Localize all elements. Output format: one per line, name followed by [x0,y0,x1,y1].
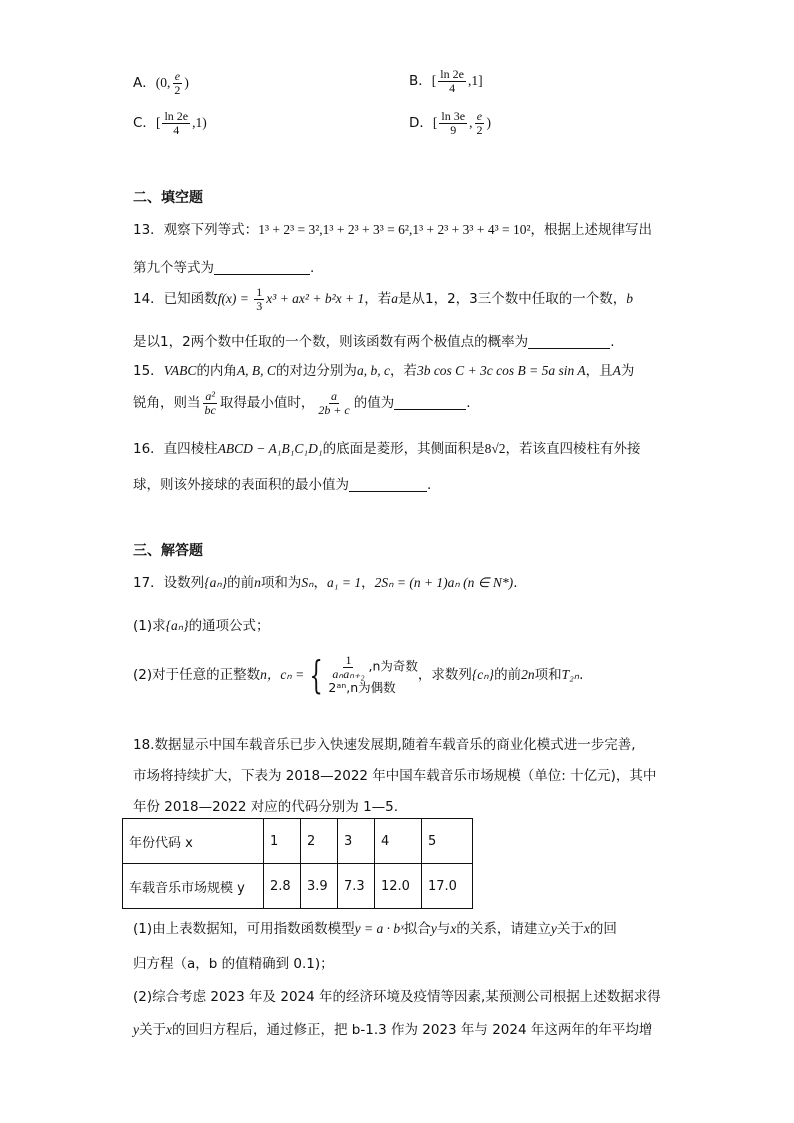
table-cell: 1 [264,819,301,864]
question-16-line2: 球，则该外接球的表面积的最小值为 . [133,477,432,493]
table-row [123,864,473,909]
table-cell: 2.8 [264,864,301,909]
fraction: $\frac{e}{2}$ [476,109,483,137]
question-18-part1-line2: 归方程（a，b 的值精确到 0.1)； [133,956,334,972]
table-cell: 2 [301,819,338,864]
brace-icon: { [309,652,323,697]
table-cell: 17.0 [422,864,473,909]
fraction: $\frac{\text{a²}}{bc}$ [204,389,216,417]
data-table [122,818,473,909]
question-15-line2: 锐角，则当 $\frac{\text{a²}}{bc}$ 取得最小值时， $\frac{a}{2b + c}$ 的值为 . [133,389,471,417]
answer-blank[interactable] [214,260,310,275]
table-cell: 7.3 [338,864,375,909]
choice-a: A．(0, $\frac{e}{2}$ ) [133,69,189,97]
table-cell: 5 [422,819,473,864]
fraction: $\frac{\ln 3e}{9}$ [441,109,466,137]
question-17-part1: (1)求{aₙ}的通项公式； [133,618,270,634]
fraction: $\frac{e}{2}$ [174,69,181,97]
answer-blank[interactable] [349,477,427,492]
table-header-cell: 年份代码 x [123,819,264,864]
table-cell: 4 [375,819,422,864]
piecewise: $\frac{1}{\text{aₙaₙ₊₂}}$ ,n为奇数 2ᵃⁿ,n为偶数 [328,653,418,696]
question-18-part2-line1: (2)综合考虑 2023 年及 2024 年的经济环境及疫情等因素,某预测公司根据上述数据求得 [133,989,661,1005]
fraction: $\frac{1}{\text{aₙaₙ₊₂}}$ [332,653,365,681]
choice-b: B．[ $\frac{\ln 2e}{4}$ ,1] [409,67,483,95]
question-18-part2-line2: y关于x的回归方程后，通过修正，把 b-1.3 作为 2023 年与 2024 年这两年的年平均增 [133,1022,653,1038]
fraction: $\frac{\ln 2e}{4}$ [440,67,464,95]
answer-blank[interactable] [394,395,466,410]
table-cell: 3.9 [301,864,338,909]
section-heading: 三、解答题 [133,543,203,559]
choice-d: D．[ $\frac{\ln 3e}{9}$ , $\frac{e}{2}$ ) [409,109,491,137]
section-heading: 二、填空题 [133,190,203,206]
question-18-line1: 18.数据显示中国车载音乐已步入快速发展期,随着车载音乐的商业化模式进一步完善, [133,737,636,753]
question-16-line1: 16．直四棱柱ABCD − A₁B₁C₁D₁的底面是菱形，其侧面积是8√2，若该直四棱柱有外接 [133,441,641,457]
table-cell: 3 [338,819,375,864]
question-13-line1: 13．观察下列等式：1³ + 2³ = 3²,1³ + 2³ + 3³ = 6²,1³ + 2³ + 3³ + 4³ = 10²，根据上述规律写出 [133,222,653,238]
question-14-line2: 是以1，2两个数中任取的一个数，则该函数有两个极值点的概率为 . [133,334,615,350]
question-18-line3: 年份 2018—2022 对应的代码分别为 1—5. [133,799,399,815]
fraction: $\frac{\ln 2e}{4}$ [164,109,189,137]
question-18-line2: 市场将持续扩大，下表为 2018—2022 年中国车载音乐市场规模（单位: 十亿元)，其中 [133,768,657,784]
question-13-line2: 第九个等式为 . [133,260,315,276]
table-cell: 12.0 [375,864,422,909]
question-14-line1: 14．已知函数f(x) = $\frac{1}{3}$ x³ + ax² + b²x + 1，若a是从1，2，3三个数中任取的一个数，b [133,285,634,313]
question-15-line1: 15．VABC的内角A, B, C的对边分别为a, b, c，若3b cos C + 3c cos B = 5a sin A，且A为 [133,363,635,379]
answer-blank[interactable] [528,334,610,349]
fraction: $\frac{a}{2b + c}$ [318,389,350,417]
table-header-cell: 车载音乐市场规模 y [123,864,264,909]
question-18-part1-line1: (1)由上表数据知，可用指数函数模型y = a · bˣ拟合y与x的关系，请建立y关于x的回 [133,921,617,937]
choice-c: C．[ $\frac{\ln 2e}{4}$ ,1) [133,109,207,137]
question-17-part2: (2)对于任意的正整数n，cₙ = { $\frac{1}{\text{aₙaₙ₊₂}}$ ,n为奇数 2ᵃⁿ,n为偶数 ，求数列{cₙ}的前2n项和T₂ₙ. [133,652,584,697]
question-17-line1: 17．设数列{aₙ}的前n项和为Sₙ，a₁ = 1，2Sₙ = (n + 1)aₙ (n ∈ N*). [133,575,518,591]
fraction: $\frac{1}{3}$ [256,285,263,313]
table-row [123,819,473,864]
